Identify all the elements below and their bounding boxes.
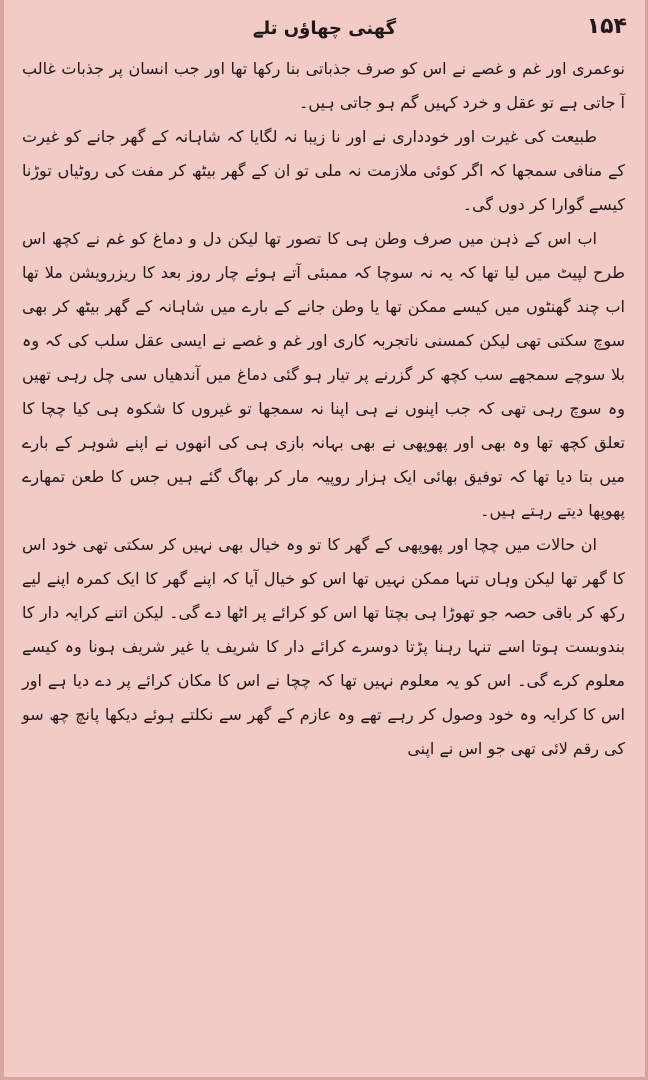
paragraph-4: ان حالات میں چچا اور پھوپھی کے گھر کا تو وہ خیال بھی نہیں کر سکتی تھی خود اس کا گھر تھا لیکن وہاں تنہا ممکن نہیں تھا اس کو خیال آیا کہ اپنے گھر کا ایک کمرہ اپنے لیے رکھ کر باقی حصہ جو تھوڑا ہی بچتا تھا اس کو کرائے پر اٹھا دے گی۔ لیکن اتنے کرایہ دار کا بندوبست ہوتا اسے تنہا رہنا پڑتا دوسرے کرائے دار کا شریف یا غیر شریف ہونا وہ کیسے معلوم کرے گی۔ اس کو یہ معلوم نہیں تھا کہ چچا نے اس کا مکان کرائے پر دے دیا ہے اور اس کا کرایہ وہ خود وصول کر رہے تھے وہ عازم کے گھر سے نکلتے ہوئے دیکھا پانچ چھ سو کی رقم لائی تھی جو اس نے اپنی bbox=[22, 535, 625, 758]
page-number: ۱۵۴ bbox=[586, 14, 627, 39]
paragraph-1: نوعمری اور غم و غصے نے اس کو صرف جذباتی بنا رکھا تھا اور جب انسان پر جذبات غالب آ جاتی ہے تو عقل و خرد کہیں گم ہو جاتی ہیں۔ bbox=[22, 59, 625, 112]
paragraph-3: اب اس کے ذہن میں صرف وطن ہی کا تصور تھا لیکن دل و دماغ کو غم نے کچھ اس طرح لپیٹ میں لیا تھا کہ یہ نہ سوچا کہ ممبئی آتے ہوئے چار روز بعد کا ریزرویشن ملا تھا اب چند گھنٹوں میں کیسے ممکن تھا یا وطن جانے کے بارے میں شاہانہ کے گھر بیٹھ کر بھی سوچ سکتی تھی لیکن کمسنی ناتجربہ کاری اور غم و غصے نے ایسی عقل سلب کی کہ وہ بلا سوچے سمجھے سب کچھ کر گزرنے پر تیار ہو گئی دماغ میں آندھیاں سی چل رہی تھیں وہ سوچ رہی تھی کہ جب اپنوں نے ہی اپنا نہ سمجھا تو غیروں کا شکوہ ہی کیا چچا کا تعلق کچھ تھا وہ بھی اور پھوپھی نے بھی بہانہ بازی ہی کی انھوں نے اپنے شوہر کے بارے میں بتا دیا تھا کہ توفیق بھائی ایک ہزار روپیہ مار کر بھاگ گئے ہیں جس کا طعن تمھارے پھوپھا دیتے رہتے ہیں۔ bbox=[22, 229, 625, 520]
page-header bbox=[22, 14, 627, 50]
page-body bbox=[22, 52, 625, 1061]
paragraph-2: طبیعت کی غیرت اور خودداری نے اور نا زیبا نہ لگایا کہ شاہانہ کے گھر جانے کو غیرت کے منافی سمجھا کہ اگر کوئی ملازمت نہ ملی تو ان کے گھر بیٹھ کر مفت کی روٹیاں توڑنا کیسے گوارا کر دوں گی۔ bbox=[22, 127, 625, 214]
running-title: گھنی چھاؤں تلے bbox=[252, 18, 397, 39]
